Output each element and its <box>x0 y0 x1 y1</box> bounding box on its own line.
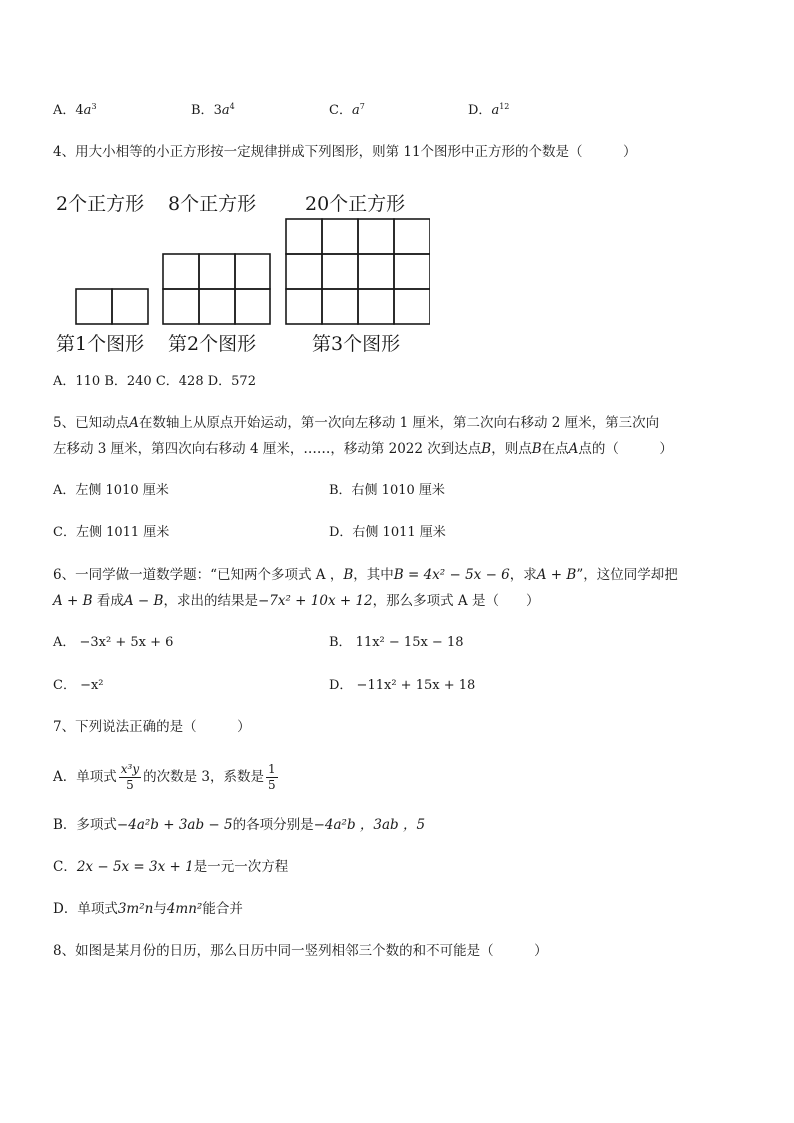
q5-stem-line-2: 左移动 3 厘米，第四次向右移动 4 厘米，……，移动第 2022 次到达点B，则点B在点A点的（ ） <box>53 441 673 457</box>
q4-fig3-square <box>394 289 430 324</box>
q4-fig2-square <box>163 254 199 289</box>
q6-option-a: A． −3x² + 5x + 6 <box>53 635 174 650</box>
q4-fig2-square <box>199 289 235 324</box>
q4-figure-1 <box>76 289 148 324</box>
q4-options: A．110 B．240 C．428 D．572 <box>53 374 256 389</box>
q3-option-a: A．$4a^3$ <box>53 102 97 118</box>
q5-option-c: C．左侧 1011 厘米 <box>53 525 170 540</box>
q4-fig1-square <box>76 289 112 324</box>
q4-fig1-caption: 第1个图形 <box>56 333 145 355</box>
q3-option-c: C．$a^7$ <box>329 102 365 118</box>
q6-option-b: B． 11x² − 15x − 18 <box>329 635 464 650</box>
q4-fig3-square <box>394 219 430 254</box>
q4-fig2-square <box>235 289 270 324</box>
q4-fig3-square <box>394 254 430 289</box>
q3-option-d: D．$a^{12}$ <box>468 102 510 118</box>
q6-stem-line-2: A + B 看成A − B，求出的结果是−7x² + 10x + 12，那么多项式 A 是（ ） <box>53 593 540 609</box>
q8-stem: 8、如图是某月份的日历，那么日历中同一竖列相邻三个数的和不可能是（ ） <box>53 943 548 959</box>
q4-square-figure <box>50 182 430 362</box>
fraction: $\frac{1}{5}$ <box>268 762 276 792</box>
q4-stem: 4、用大小相等的小正方形按一定规律拼成下列图形，则第 11个图形中正方形的个数是（ ） <box>53 144 637 160</box>
q5-stem-line-1: 5、已知动点A在数轴上从原点开始运动，第一次向左移动 1 厘米，第二次向右移动 2 厘米，第三次向 <box>53 415 660 431</box>
q4-fig2-count-label: 8个正方形 <box>168 193 257 215</box>
q4-fig3-caption: 第3个图形 <box>312 333 401 355</box>
q6-option-c: C． −x² <box>53 678 104 693</box>
q4-fig3-square <box>358 219 394 254</box>
q4-fig2-caption: 第2个图形 <box>168 333 257 355</box>
q7-option-c: C．2x − 5x = 3x + 1是一元一次方程 <box>53 859 289 875</box>
q5-option-b: B．右侧 1010 厘米 <box>329 483 445 498</box>
q4-fig3-square <box>286 219 322 254</box>
q4-fig3-square <box>358 254 394 289</box>
q4-fig3-square <box>358 289 394 324</box>
q4-fig2-square <box>235 254 270 289</box>
q4-fig1-square <box>112 289 148 324</box>
q4-figure-3 <box>286 219 430 324</box>
q7-stem: 7、下列说法正确的是（ ） <box>53 719 251 735</box>
q4-figure-2 <box>163 254 270 324</box>
q5-option-d: D．右侧 1011 厘米 <box>329 525 446 540</box>
q4-fig2-square <box>199 254 235 289</box>
q4-fig3-square <box>286 254 322 289</box>
q5-option-a: A．左侧 1010 厘米 <box>53 483 169 498</box>
q7-option-d: D．单项式3m²n与4mn²能合并 <box>53 901 243 917</box>
q4-fig1-count-label: 2个正方形 <box>56 193 145 215</box>
q4-fig3-square <box>322 219 358 254</box>
q6-stem-line-1: 6、一同学做一道数学题：“已知两个多项式 A ，B，其中B = 4x² − 5x − 6，求A + B”，这位同学却把 <box>53 567 678 583</box>
q4-fig3-square <box>322 289 358 324</box>
fraction: $\frac{\text{x³y}}{5}$ <box>120 762 140 792</box>
q4-fig3-square <box>286 289 322 324</box>
q6-option-d: D． −11x² + 15x + 18 <box>329 678 476 693</box>
q3-option-b: B．$3a^4$ <box>191 102 235 118</box>
q7-option-b: B．多项式−4a²b + 3ab − 5的各项分别是−4a²b ，3ab ，5 <box>53 817 426 833</box>
q4-fig2-square <box>163 289 199 324</box>
q7-option-a: A．单项式 $\frac{\text{x³y}}{5}$ 的次数是 3，系数是 $\frac{1}{5}$ <box>53 762 276 792</box>
q4-fig3-square <box>322 254 358 289</box>
q4-fig3-count-label: 20个正方形 <box>305 193 406 215</box>
